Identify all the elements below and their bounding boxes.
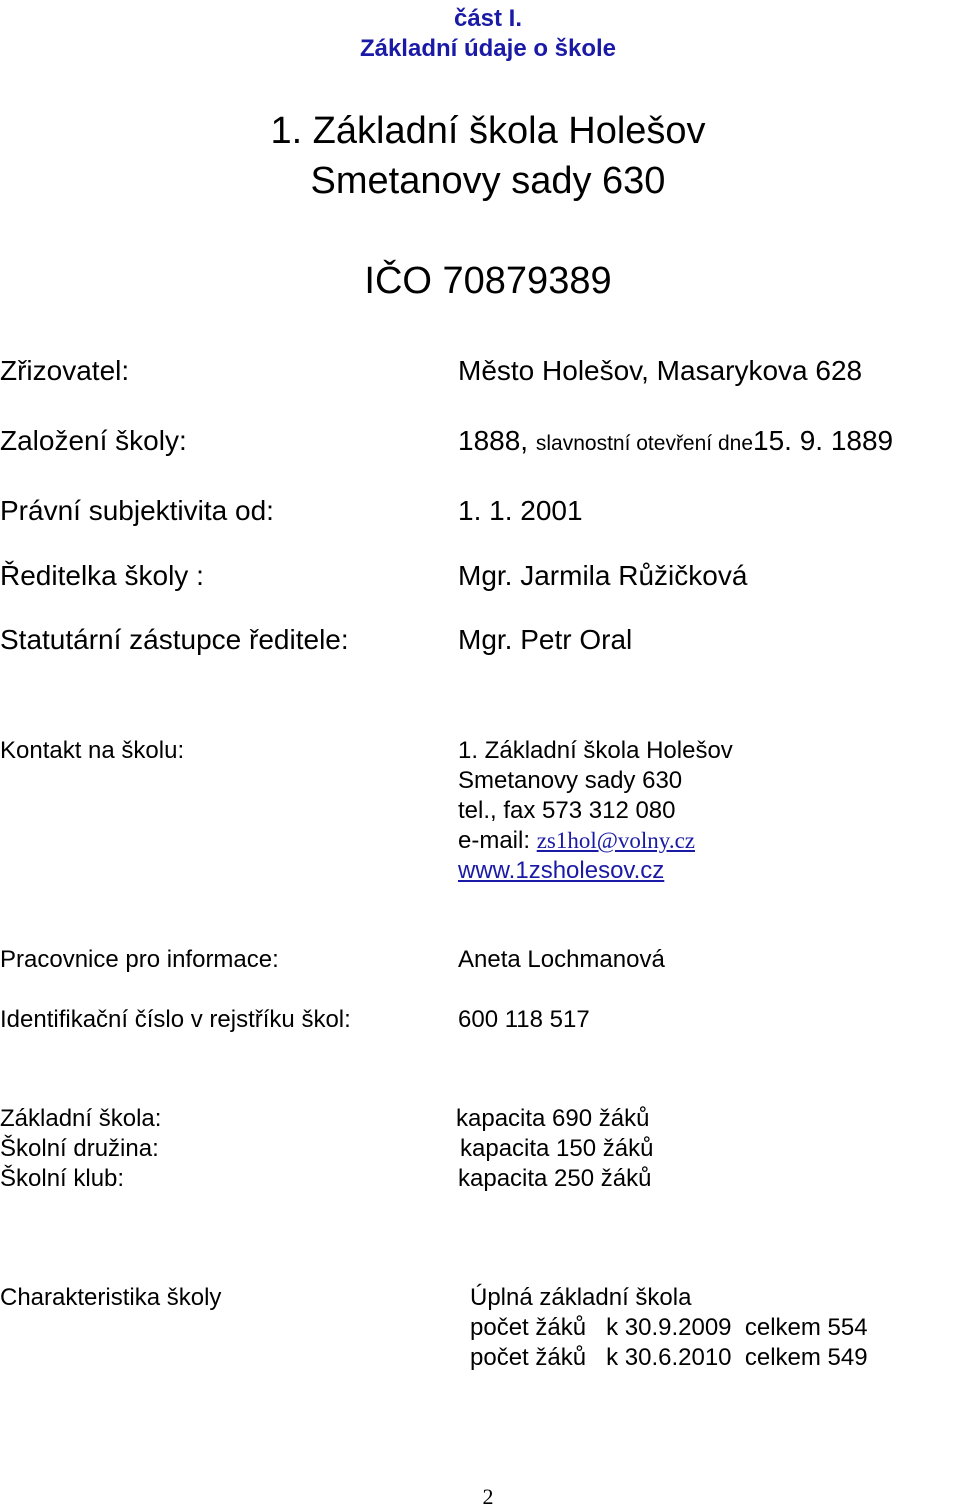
capacity-label: Školní družina: [0,1135,159,1162]
ic-value: 600 118 517 [458,1006,590,1033]
contact-line-name: 1. Základní škola Holešov [458,737,733,764]
school-address: Smetanovy sady 630 [310,160,666,202]
zastupce-value: Mgr. Petr Oral [458,624,633,655]
section-heading: Základní údaje o škole [359,35,617,62]
zastupce-label: Statutární zástupce ředitele: [0,624,349,655]
characteristics-count-2010: počet žáků k 30.6.2010 celkem 549 [470,1344,868,1371]
zalozeni-value [458,424,893,461]
email-link[interactable]: zs1hol@volny.cz [536,828,695,853]
zalozeni-year: 1888, [458,425,529,456]
capacity-value: kapacita 150 žáků [460,1135,654,1162]
pracovnice-label: Pracovnice pro informace: [0,946,279,973]
subjektivita-value: 1. 1. 2001 [458,495,583,526]
web-link[interactable]: www.1zsholesov.cz [458,857,665,884]
zrizovatel-label: Zřizovatel: [0,355,130,386]
characteristics-label: Charakteristika školy [0,1284,222,1311]
contact-line-address: Smetanovy sady 630 [458,767,683,794]
reditelka-value: Mgr. Jarmila Růžičková [458,560,748,591]
characteristics-count-2009: počet žáků k 30.9.2009 celkem 554 [470,1314,868,1341]
part-heading: část I. [453,5,523,32]
zalozeni-date: 15. 9. 1889 [753,425,894,456]
zrizovatel-value: Město Holešov, Masarykova 628 [458,355,863,386]
subjektivita-label: Právní subjektivita od: [0,495,274,526]
reditelka-label: Ředitelka školy : [0,560,204,591]
capacity-label: Základní škola: [0,1105,162,1132]
school-ico: IČO 70879389 [364,260,612,302]
characteristics-type: Úplná základní škola [470,1284,692,1311]
contact-label: Kontakt na školu: [0,737,185,764]
capacity-value: kapacita 690 žáků [456,1105,650,1132]
contact-line-email [458,826,695,856]
capacity-value: kapacita 250 žáků [458,1165,652,1192]
pracovnice-value: Aneta Lochmanová [458,946,665,973]
capacity-label: Školní klub: [0,1165,125,1192]
email-prefix: e-mail: [458,827,537,854]
page-number: 2 [482,1484,494,1509]
ic-label: Identifikační číslo v rejstříku škol: [0,1006,351,1033]
zalozeni-note: slavnostní otevření dne [535,432,753,455]
school-name: 1. Základní škola Holešov [270,110,706,152]
zalozeni-label: Založení školy: [0,425,187,456]
contact-line-phone: tel., fax 573 312 080 [458,797,676,824]
